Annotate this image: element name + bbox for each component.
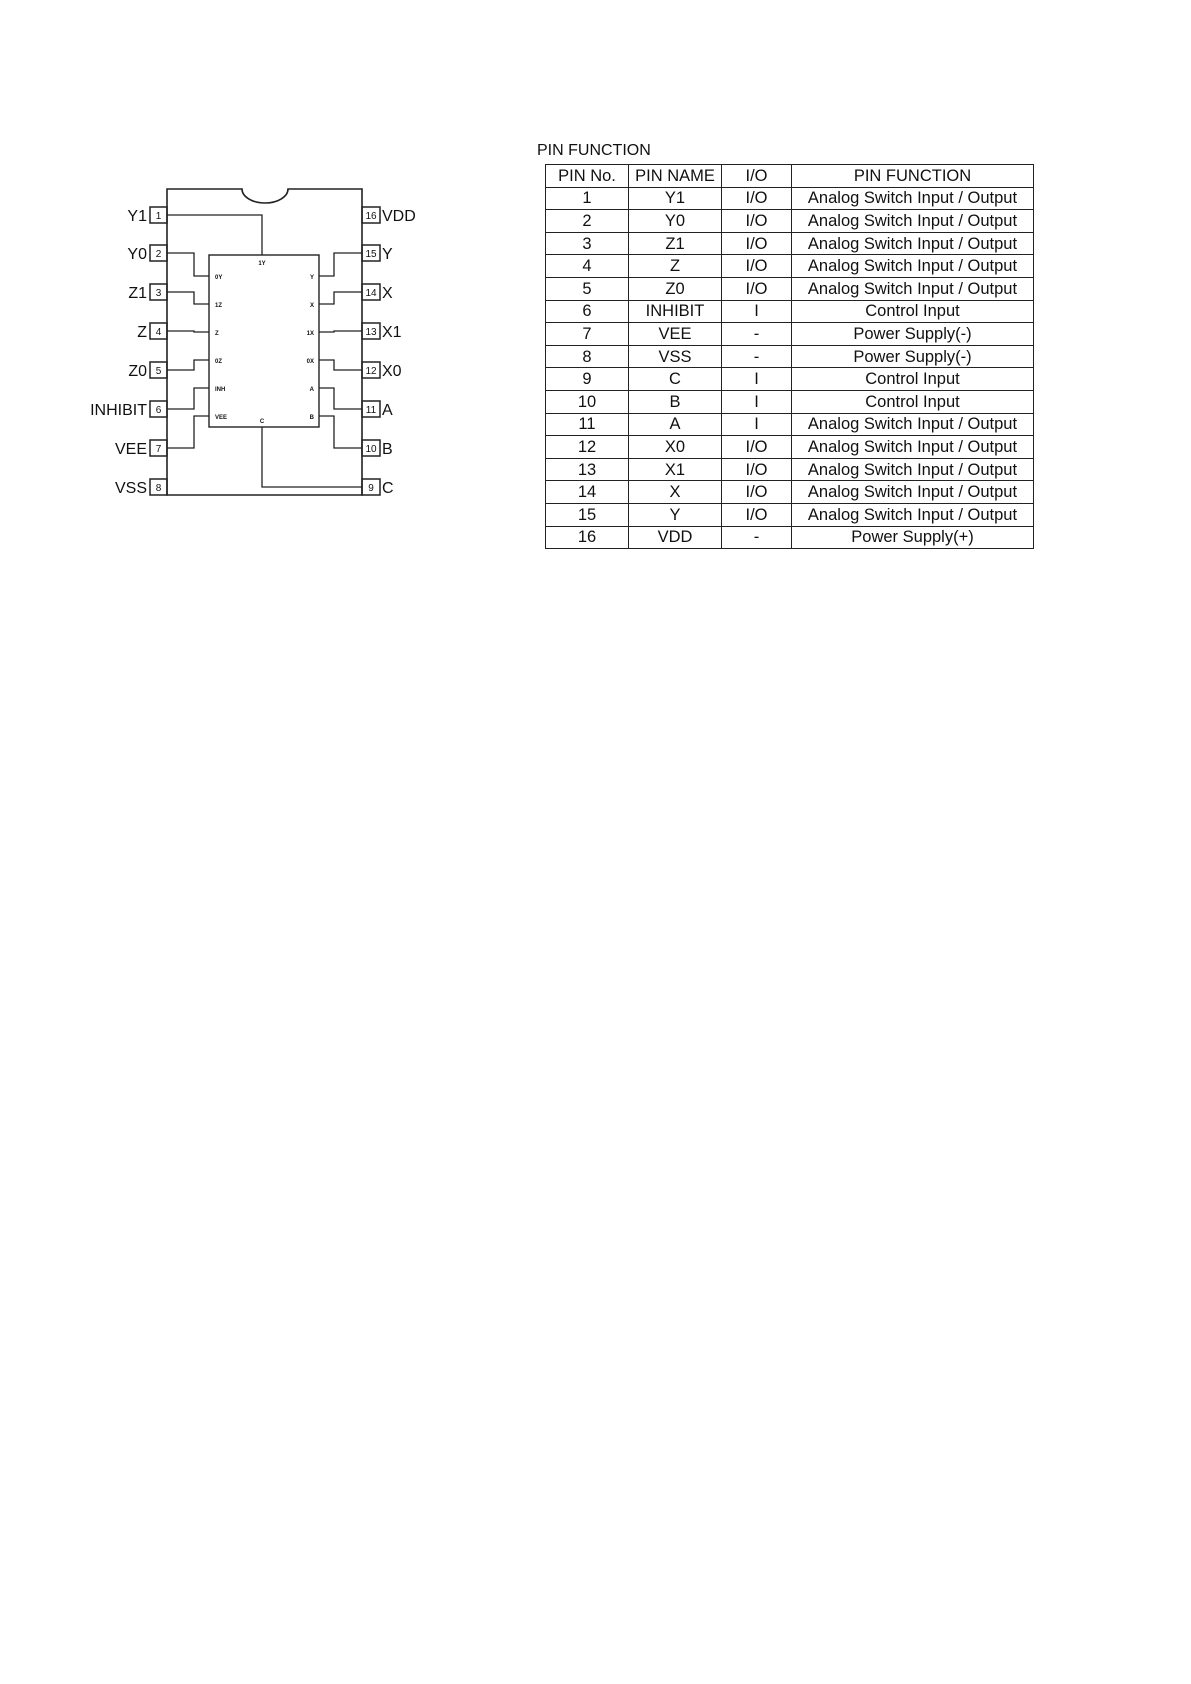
pin-label: Z0 xyxy=(128,363,147,380)
cell-io: I/O xyxy=(722,436,792,459)
table-row xyxy=(546,481,1034,504)
pin-number: 12 xyxy=(365,366,377,377)
table-row xyxy=(546,187,1034,210)
cell-pin-name: VDD xyxy=(629,526,722,549)
die-label-left: VEE xyxy=(215,415,228,421)
cell-io: I xyxy=(722,390,792,413)
cell-pin-name: Z xyxy=(629,255,722,278)
cell-pin-function: Control Input xyxy=(792,390,1034,413)
table-row xyxy=(546,300,1034,323)
cell-pin-name: Z1 xyxy=(629,232,722,255)
cell-io: I/O xyxy=(722,481,792,504)
header-io: I/O xyxy=(722,165,792,188)
cell-pin-function: Analog Switch Input / Output xyxy=(792,481,1034,504)
pin-label: X xyxy=(382,285,393,302)
table-row xyxy=(546,503,1034,526)
cell-pin-function: Control Input xyxy=(792,368,1034,391)
cell-pin-name: X xyxy=(629,481,722,504)
connection-wire xyxy=(319,253,362,276)
pin-number: 9 xyxy=(368,483,374,494)
pin-number: 14 xyxy=(365,288,377,299)
die-label-right: Y xyxy=(309,275,314,281)
cell-pin-no: 12 xyxy=(546,436,629,459)
pin-label: X0 xyxy=(382,363,402,380)
connection-wire xyxy=(167,292,209,304)
cell-pin-no: 4 xyxy=(546,255,629,278)
cell-pin-no: 13 xyxy=(546,458,629,481)
table-row xyxy=(546,277,1034,300)
connection-wire xyxy=(262,427,362,487)
die-label-1y: 1Y xyxy=(258,261,266,267)
die-label-c: C xyxy=(259,419,265,425)
die-label-right: X xyxy=(309,303,314,309)
die-label-right: 1X xyxy=(306,331,314,337)
connection-wire xyxy=(167,416,209,448)
table-row xyxy=(546,526,1034,549)
die-label-right: 0X xyxy=(306,359,314,365)
cell-pin-no: 3 xyxy=(546,232,629,255)
cell-io: I xyxy=(722,300,792,323)
pin-number: 10 xyxy=(365,444,377,455)
die-label-left: 0Z xyxy=(215,359,223,365)
ic-inner-die xyxy=(209,255,319,427)
die-label-left: INH xyxy=(215,387,226,393)
cell-pin-function: Analog Switch Input / Output xyxy=(792,458,1034,481)
pin-function-title: PIN FUNCTION xyxy=(537,142,651,159)
cell-pin-name: X0 xyxy=(629,436,722,459)
header-pin-function: PIN FUNCTION xyxy=(792,165,1034,188)
cell-pin-name: Y xyxy=(629,503,722,526)
connection-wire xyxy=(167,388,209,409)
cell-pin-function: Analog Switch Input / Output xyxy=(792,210,1034,233)
cell-io: I xyxy=(722,368,792,391)
cell-pin-function: Power Supply(-) xyxy=(792,323,1034,346)
pin-label: Y xyxy=(382,246,393,263)
cell-pin-name: VEE xyxy=(629,323,722,346)
pin-label: Y1 xyxy=(127,208,147,225)
cell-pin-no: 1 xyxy=(546,187,629,210)
cell-io: I/O xyxy=(722,187,792,210)
pin-number: 2 xyxy=(155,249,162,260)
table-row xyxy=(546,232,1034,255)
pin-label: B xyxy=(382,441,393,458)
connection-wire xyxy=(319,388,362,409)
pin-number: 3 xyxy=(155,288,162,299)
table-row xyxy=(546,368,1034,391)
table-row xyxy=(546,413,1034,436)
die-label-right: B xyxy=(309,415,314,421)
cell-pin-name: Z0 xyxy=(629,277,722,300)
pin-number: 4 xyxy=(155,327,162,338)
pin-number: 13 xyxy=(365,327,377,338)
header-pin-name: PIN NAME xyxy=(629,165,722,188)
pin-number: 1 xyxy=(155,211,162,222)
table-row xyxy=(546,255,1034,278)
connection-wire xyxy=(167,215,262,255)
cell-pin-function: Analog Switch Input / Output xyxy=(792,277,1034,300)
cell-io: - xyxy=(722,345,792,368)
pin-number: 7 xyxy=(155,444,162,455)
cell-pin-name: Y0 xyxy=(629,210,722,233)
cell-pin-name: A xyxy=(629,413,722,436)
cell-pin-function: Analog Switch Input / Output xyxy=(792,187,1034,210)
table-row xyxy=(546,210,1034,233)
cell-pin-function: Analog Switch Input / Output xyxy=(792,436,1034,459)
die-label-left: Z xyxy=(215,331,219,337)
cell-io: - xyxy=(722,526,792,549)
cell-io: I/O xyxy=(722,458,792,481)
cell-pin-no: 8 xyxy=(546,345,629,368)
pin-number: 15 xyxy=(365,249,377,260)
pin-label: C xyxy=(382,480,394,497)
pin-label: Y0 xyxy=(127,246,147,263)
cell-pin-no: 7 xyxy=(546,323,629,346)
pin-label: INHIBIT xyxy=(90,402,147,419)
cell-pin-function: Analog Switch Input / Output xyxy=(792,503,1034,526)
cell-pin-name: Y1 xyxy=(629,187,722,210)
cell-pin-function: Power Supply(-) xyxy=(792,345,1034,368)
cell-pin-no: 14 xyxy=(546,481,629,504)
pin-number: 5 xyxy=(155,366,162,377)
cell-pin-function: Analog Switch Input / Output xyxy=(792,232,1034,255)
cell-pin-function: Analog Switch Input / Output xyxy=(792,255,1034,278)
pin-number: 8 xyxy=(155,483,162,494)
die-label-right: A xyxy=(309,387,314,393)
pin-label: VDD xyxy=(382,208,416,225)
cell-io: I/O xyxy=(722,210,792,233)
cell-io: I/O xyxy=(722,503,792,526)
cell-pin-no: 11 xyxy=(546,413,629,436)
table-row xyxy=(546,390,1034,413)
cell-io: I/O xyxy=(722,232,792,255)
pin-label: VSS xyxy=(114,480,147,497)
connection-wire xyxy=(167,360,209,370)
die-label-left: 0Y xyxy=(215,275,223,281)
cell-io: I/O xyxy=(722,277,792,300)
pin-label: Z1 xyxy=(128,285,147,302)
pin-number: 11 xyxy=(365,405,377,416)
cell-io: I/O xyxy=(722,255,792,278)
connection-wire xyxy=(167,331,209,332)
cell-pin-function: Analog Switch Input / Output xyxy=(792,413,1034,436)
cell-io: I xyxy=(722,413,792,436)
table-row xyxy=(546,323,1034,346)
cell-pin-no: 15 xyxy=(546,503,629,526)
connection-wire xyxy=(319,331,362,332)
table-row xyxy=(546,436,1034,459)
header-pin-no: PIN No. xyxy=(546,165,629,188)
pin-number: 16 xyxy=(365,211,377,222)
pin-number: 6 xyxy=(155,405,162,416)
ic-pinout-diagram xyxy=(0,0,560,560)
die-label-left: 1Z xyxy=(215,303,223,309)
table-header-row xyxy=(546,165,1034,188)
pin-label: Z xyxy=(137,324,147,341)
cell-pin-name: X1 xyxy=(629,458,722,481)
cell-pin-function: Power Supply(+) xyxy=(792,526,1034,549)
cell-pin-no: 2 xyxy=(546,210,629,233)
cell-pin-name: VSS xyxy=(629,345,722,368)
cell-io: - xyxy=(722,323,792,346)
cell-pin-name: INHIBIT xyxy=(629,300,722,323)
table-row xyxy=(546,345,1034,368)
pin-label: A xyxy=(382,402,393,419)
cell-pin-no: 10 xyxy=(546,390,629,413)
cell-pin-name: B xyxy=(629,390,722,413)
cell-pin-no: 6 xyxy=(546,300,629,323)
cell-pin-no: 16 xyxy=(546,526,629,549)
cell-pin-name: C xyxy=(629,368,722,391)
connection-wire xyxy=(319,360,362,370)
table-row xyxy=(546,458,1034,481)
connection-wire xyxy=(319,292,362,304)
pin-label: X1 xyxy=(382,324,402,341)
pin-function-table xyxy=(545,164,1034,549)
pin-label: VEE xyxy=(114,441,147,458)
connection-wire xyxy=(167,253,209,276)
connection-wire xyxy=(319,416,362,448)
ic-package-outline xyxy=(167,189,362,495)
cell-pin-no: 5 xyxy=(546,277,629,300)
cell-pin-no: 9 xyxy=(546,368,629,391)
cell-pin-function: Control Input xyxy=(792,300,1034,323)
